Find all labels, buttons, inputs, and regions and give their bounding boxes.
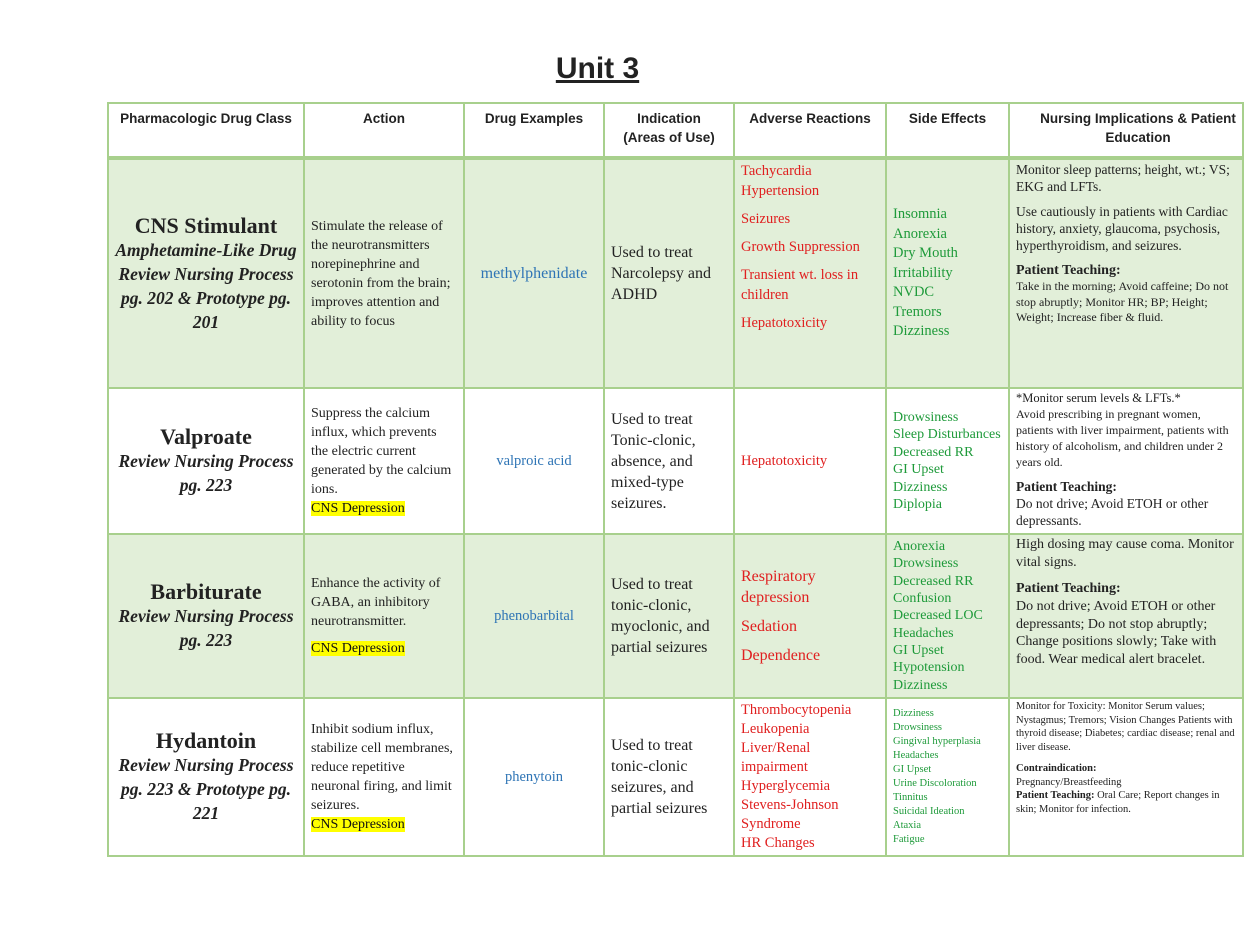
adverse-item: Hepatotoxicity [741, 453, 828, 469]
adverse-item: Leukopenia [741, 721, 810, 737]
nursing-monitor: *Monitor serum levels & LFTs.* [1016, 391, 1181, 405]
drug-class-name: Hydantoin [155, 728, 257, 753]
cns-depression-highlight: CNS Depression [311, 641, 405, 656]
patient-teaching-label: Patient Teaching: [1016, 790, 1095, 801]
adverse-item: Growth Suppression [741, 239, 860, 255]
patient-teaching-label: Patient Teaching: [1016, 581, 1121, 596]
adverse-item: Seizures [741, 211, 791, 227]
drug-class-name: Valproate [160, 424, 252, 449]
side-effect-item: Dizziness [893, 323, 950, 340]
side-effect-item: Headaches [893, 625, 954, 641]
table-row [108, 698, 1243, 856]
adverse-reactions-cell [734, 158, 886, 388]
nursing-cell [1009, 158, 1243, 388]
side-effect-item: Decreased RR [893, 573, 974, 589]
side-effect-item: Anorexia [893, 225, 947, 242]
adverse-item: Liver/Renal impairment [741, 740, 811, 775]
action-cell [304, 388, 464, 534]
nursing-caution: Use cautiously in patients with Cardiac history, anxiety, glaucoma, psychosis, hyperthyroidism, and seizures. [1016, 204, 1228, 253]
side-effect-item: Urine Discoloration [893, 778, 977, 789]
action-text: Inhibit sodium influx, stabilize cell membranes, reduce repetitive neuronal firing, and limit seizures. [311, 722, 453, 813]
side-effect-item: Dry Mouth [893, 245, 958, 262]
action-cell [304, 534, 464, 698]
nursing-cell [1009, 698, 1243, 856]
side-effect-item: Diplopia [893, 497, 942, 512]
nursing-cell [1009, 388, 1243, 534]
side-effects-cell [886, 388, 1009, 534]
side-effect-item: Hypotension [893, 660, 965, 676]
drug-class-cell [108, 534, 304, 698]
indication-cell: Used to treat Tonic-clonic, absence, and mixed-type seizures. [604, 388, 734, 534]
side-effect-item: Decreased RR [893, 444, 974, 460]
header-side-effects: Side Effects [886, 103, 1009, 158]
nursing-monitor: Monitor sleep patterns; height, wt.; VS; EKG and LFTs. [1016, 162, 1230, 194]
side-effect-item: Dizziness [893, 677, 948, 693]
side-effect-item: Decreased LOC [893, 608, 983, 624]
drug-example: valproic acid [464, 388, 604, 534]
side-effect-item: Anorexia [893, 539, 946, 555]
nursing-monitor: Monitor for Toxicity: Monitor Serum values; Nystagmus; Tremors; Vision Changes Patients with thyroid disease; Diabetes; cardiac disease; renal and liver disease. [1016, 701, 1235, 753]
nursing-caution: Avoid prescribing in pregnant women, patients with liver impairment, patients with history of alcoholism, and children under 2 years old. [1016, 407, 1229, 469]
page-title: Unit 3 [555, 52, 640, 85]
drug-example: methylphenidate [464, 158, 604, 388]
indication-cell: Used to treat tonic-clonic, myoclonic, and partial seizures [604, 534, 734, 698]
table-row [108, 388, 1243, 534]
side-effect-item: Dizziness [893, 479, 948, 495]
side-effects-cell [886, 698, 1009, 856]
adverse-item: Respiratory depression [741, 568, 816, 606]
side-effect-item: Tinnitus [893, 792, 928, 803]
drug-class-cell [108, 698, 304, 856]
patient-teaching-text: Do not drive; Avoid ETOH or other depressants. [1016, 496, 1209, 528]
adverse-item: Dependence [741, 647, 821, 664]
patient-teaching-text: Oral Care; Report changes in skin; Monitor for infection. [1016, 790, 1220, 815]
indication-cell: Used to treat Narcolepsy and ADHD [604, 158, 734, 388]
table-row [108, 158, 1243, 388]
side-effects-cell [886, 158, 1009, 388]
side-effects-cell [886, 534, 1009, 698]
header-drug-examples: Drug Examples [464, 103, 604, 158]
drug-example: phenobarbital [464, 534, 604, 698]
header-adverse-reactions: Adverse Reactions [734, 103, 886, 158]
indication-cell: Used to treat tonic-clonic seizures, and partial seizures [604, 698, 734, 856]
side-effect-item: Irritability [893, 264, 953, 281]
side-effect-item: Suicidal Ideation [893, 806, 965, 817]
side-effect-item: GI Upset [893, 764, 932, 775]
cns-depression-highlight: CNS Depression [311, 501, 405, 516]
header-nursing-implications: Nursing Implications & Patient Education [1009, 103, 1243, 158]
adverse-item: Hyperglycemia [741, 778, 831, 794]
drug-class-subtitle: Review Nursing Process pg. 223 & Prototype pg. 221 [118, 755, 294, 823]
table-row [108, 534, 1243, 698]
action-cell [304, 698, 464, 856]
header-indication: Indication (Areas of Use) [604, 103, 734, 158]
nursing-monitor: High dosing may cause coma. Monitor vital signs. [1016, 537, 1234, 570]
header-action: Action [304, 103, 464, 158]
drug-class-subtitle: Review Nursing Process pg. 223 [118, 606, 294, 650]
drug-class-cell [108, 158, 304, 388]
action-cell: Stimulate the release of the neurotransmitters norepinephrine and serotonin from the brain; improves attention and ability to focus [304, 158, 464, 388]
adverse-reactions-cell [734, 698, 886, 856]
side-effect-item: GI Upset [893, 462, 944, 477]
adverse-item: Transient wt. loss in children [741, 267, 859, 303]
drug-class-name: CNS Stimulant [134, 212, 278, 238]
header-drug-class: Pharmacologic Drug Class [108, 103, 304, 158]
side-effect-item: NVDC [893, 284, 935, 301]
drug-example: phenytoin [464, 698, 604, 856]
drug-class-name: Barbiturate [150, 579, 262, 604]
drug-class-subtitle: Review Nursing Process pg. 223 [118, 451, 294, 495]
adverse-item: Tachycardia [741, 163, 812, 179]
adverse-item: Stevens-Johnson Syndrome [741, 797, 839, 832]
table-header-row [108, 103, 1243, 158]
drug-table-wrapper [107, 102, 1236, 857]
adverse-reactions-cell [734, 388, 886, 534]
contraindication-label: Contraindication: [1016, 763, 1097, 774]
nursing-cell [1009, 534, 1243, 698]
adverse-item: Hepatotoxicity [741, 315, 828, 331]
patient-teaching-text: Do not drive; Avoid ETOH or other depressants; Do not stop abruptly; Change positions slowly; Take with food. Wear medical alert bracelet. [1016, 599, 1217, 667]
side-effect-item: Drowsiness [893, 722, 942, 733]
side-effect-item: Tremors [893, 303, 942, 320]
contraindication-text: Pregnancy/Breastfeeding [1016, 776, 1122, 788]
drug-class-cell [108, 388, 304, 534]
patient-teaching-text: Take in the morning; Avoid caffeine; Do not stop abruptly; Monitor HR; BP; Height; Weight; Increase fiber & fluid. [1016, 279, 1229, 324]
adverse-reactions-cell [734, 534, 886, 698]
patient-teaching-label: Patient Teaching: [1016, 479, 1117, 494]
side-effect-item: Headaches [893, 750, 939, 761]
adverse-item: Thrombocytopenia [741, 702, 852, 718]
side-effect-item: Confusion [893, 591, 952, 607]
side-effect-item: Dizziness [893, 708, 934, 719]
side-effect-item: Drowsiness [893, 409, 959, 425]
action-text: Enhance the activity of GABA, an inhibitory neurotransmitter. [311, 576, 441, 629]
adverse-item: Sedation [741, 618, 797, 635]
side-effect-item: Ataxia [893, 820, 921, 831]
side-effect-item: Sleep Disturbances [893, 427, 1001, 442]
adverse-item: HR Changes [741, 835, 815, 851]
side-effect-item: Drowsiness [893, 556, 959, 572]
side-effect-item: GI Upset [893, 642, 944, 658]
drug-table [107, 102, 1244, 857]
side-effect-item: Gingival hyperplasia [893, 736, 981, 747]
side-effect-item: Fatigue [893, 834, 925, 845]
cns-depression-highlight: CNS Depression [311, 817, 405, 832]
action-text: Suppress the calcium influx, which prevents the electric current generated by the calcium ions. [311, 406, 452, 497]
adverse-item: Hypertension [741, 183, 820, 199]
side-effect-item: Insomnia [893, 206, 947, 223]
drug-class-subtitle: Amphetamine-Like Drug Review Nursing Process pg. 202 & Prototype pg. 201 [115, 239, 297, 332]
patient-teaching-label: Patient Teaching: [1016, 263, 1121, 278]
